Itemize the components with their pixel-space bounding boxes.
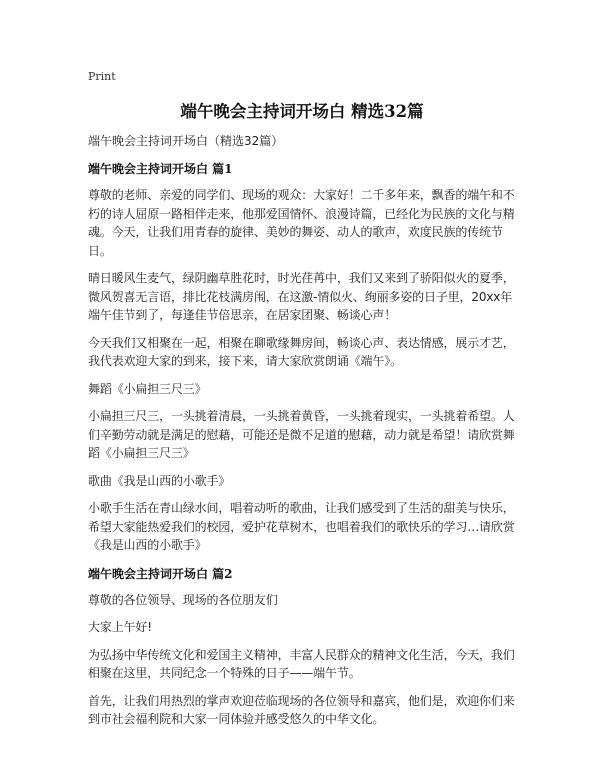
paragraph: 首先，让我们用热烈的掌声欢迎莅临现场的各位领导和嘉宾，他们是，欢迎你们来到市社会福利院和大家一同体验并感受悠久的中华文化。 bbox=[88, 693, 515, 726]
paragraph: 小歌手生活在青山绿水间，唱着动听的歌曲，让我们感受到了生活的甜美与快乐，希望大家能热爱我们的校园，爱护花草树木，也唱着我们的歌快乐的学习…请欣赏《我是山西的小歌手》 bbox=[88, 501, 515, 552]
print-link[interactable]: Print bbox=[88, 70, 116, 83]
document-title: 端午晚会主持词开场白 精选32篇 bbox=[180, 102, 424, 121]
section-2 bbox=[88, 565, 516, 729]
greeting-line: 尊敬的各位领导、现场的各位朋友们 bbox=[88, 592, 278, 607]
program-item-title: 舞蹈《小扁担三尺三》 bbox=[88, 381, 207, 396]
document-subtitle: 端午晚会主持词开场白（精选32篇） bbox=[88, 134, 284, 148]
section-heading: 端午晚会主持词开场白 篇1 bbox=[88, 162, 233, 176]
section-heading: 端午晚会主持词开场白 篇2 bbox=[88, 566, 233, 581]
program-item-title: 歌曲《我是山西的小歌手》 bbox=[88, 473, 231, 488]
paragraph: 尊敬的老师、亲爱的同学们、现场的观众：大家好！二千多年来，飘香的端午和不朽的诗人屈原一路相伴走来，他那爱国情怀、浪漫诗篇，已经化为民族的文化与精魂。今天，让我们用青春的旋律、美妙的舞姿、动人的歌声，欢度民族的传统节日。 bbox=[88, 188, 515, 258]
paragraph: 为弘扬中华传统文化和爱国主义精神，丰富人民群众的精神文化生活，今天，我们相聚在这里，共同纪念一个特殊的日子——端午节。 bbox=[88, 647, 515, 680]
document-body bbox=[88, 132, 516, 738]
paragraph: 小扁担三尺三，一头挑着清晨，一头挑着黄昏，一头挑着现实，一头挑着希望。人们辛勤劳动就是满足的慰藉，可能还是微不足道的慰藉，动力就是希望！请欣赏舞蹈《小扁担三尺三》 bbox=[88, 409, 515, 460]
paragraph: 晴日暖风生麦气，绿阴幽草胜花时，时光荏苒中，我们又来到了骄阳似火的夏季，微风贺喜无言语，排比花枝满房闱，在这激-情似火、绚丽多姿的日子里，20xx年端午佳节到了，每逢佳节倍思亲，在居家团聚、畅谈心声！ bbox=[88, 271, 515, 322]
greeting-line: 大家上午好! bbox=[88, 620, 152, 634]
section-1 bbox=[88, 160, 516, 555]
paragraph: 今天我们又相聚在一起，相聚在聊歌缘舞房间，畅谈心声、表达情感，展示才艺，我代表欢迎大家的到来，接下来，请大家欣赏朗诵《端午》。 bbox=[88, 335, 515, 368]
